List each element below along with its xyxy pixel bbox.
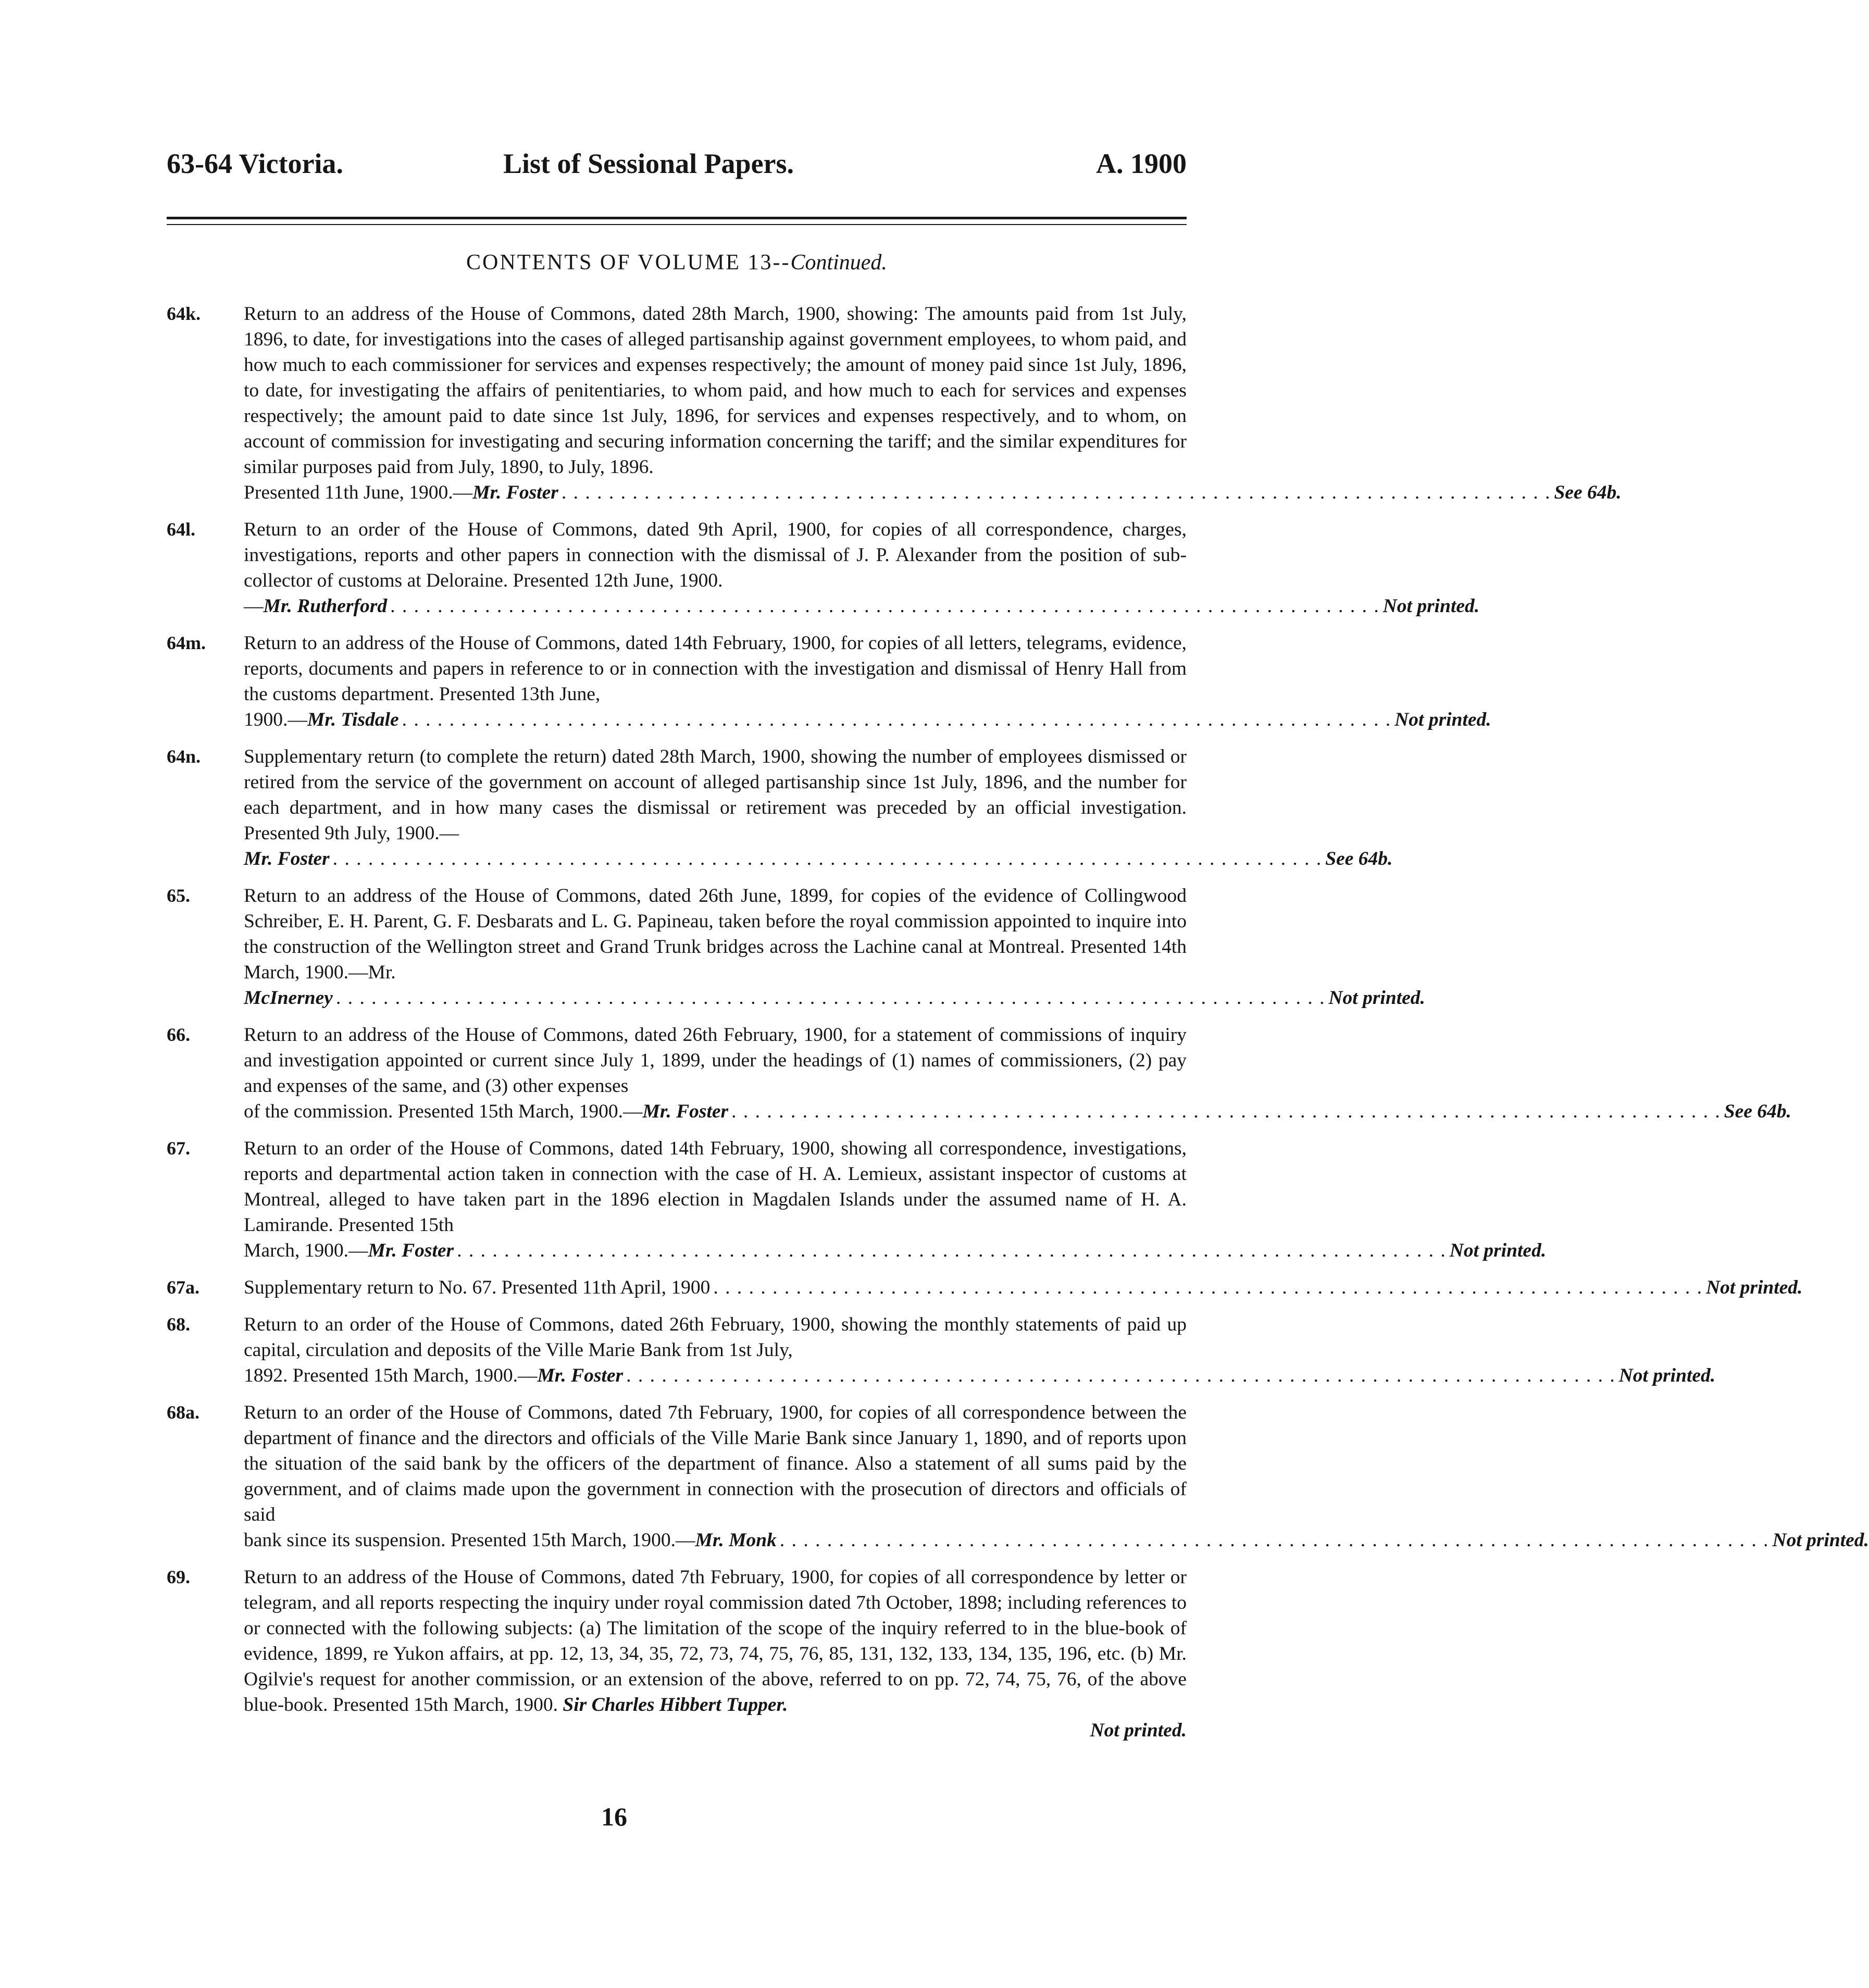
entry-description: Return to an order of the House of Commons, dated 26th February, 1900, showing the monthly statements of paid up capital, circulation and deposits of the Ville Marie Bank from 1st July, <box>244 1314 1187 1361</box>
entry-mover: McInerney <box>244 987 333 1009</box>
leader-dots: . . . . . . . . . . . . . . . . . . . . . . . . . . . . . . . . . . . . . . . . . . . . . . . . . . . . . . . . . . . . . . . . . . . . . . . . . . . . . . . . . . . . <box>332 848 1323 869</box>
entry-status: Not printed. <box>1090 1720 1187 1741</box>
entry-presented: 1900.—Mr. Tisdale <box>244 709 399 730</box>
leader-dots: . . . . . . . . . . . . . . . . . . . . . . . . . . . . . . . . . . . . . . . . . . . . . . . . . . . . . . . . . . . . . . . . . . . . . . . . . . . . . . . . . . . . <box>626 1365 1616 1386</box>
entry-number: 66. <box>167 1024 190 1045</box>
header-year: A. 1900 <box>1096 148 1187 179</box>
leader-dots: . . . . . . . . . . . . . . . . . . . . . . . . . . . . . . . . . . . . . . . . . . . . . . . . . . . . . . . . . . . . . . . . . . . . . . . . . . . . . . . . . . . . <box>457 1240 1447 1261</box>
entry-status: Not printed. <box>1449 1240 1547 1261</box>
entry-status: Not printed. <box>1772 1530 1869 1551</box>
header-session: 63-64 Victoria. <box>167 148 343 179</box>
entry-mover: Mr. Foster <box>537 1365 624 1386</box>
entry-mover: Mr. Foster <box>642 1101 729 1122</box>
header-title: List of Sessional Papers. <box>503 148 794 179</box>
list-item <box>167 1400 1869 1553</box>
entry-description: Return to an address of the House of Commons, dated 26th June, 1899, for copies of the evidence of Collingwood Schreiber, E. H. Parent, G. F. Desbarats and L. G. Papineau, taken before the royal commission appointed to inquire into the construction of the Wellington street and Grand Trunk bridges across the Lachine canal at Montreal. Presented 14th March, 1900.—Mr. <box>244 885 1187 983</box>
entry-mover: Mr. Tisdale <box>307 709 399 730</box>
leader-dots: . . . . . . . . . . . . . . . . . . . . . . . . . . . . . . . . . . . . . . . . . . . . . . . . . . . . . . . . . . . . . . . . . . . . . . . . . . . . . . . . . . . . <box>335 987 1326 1009</box>
entry-description: Return to an order of the House of Commons, dated 9th April, 1900, for copies of all correspondence, charges, investigations, reports and other papers in connection with the dismissal of J. P. Alexander from the position of sub-collector of customs at Deloraine. Presented 12th June, 1900. <box>244 519 1187 591</box>
entry-status: See 64b. <box>1325 848 1393 869</box>
entry-number: 67a. <box>167 1277 200 1298</box>
entry-mover: Mr. Foster <box>244 848 330 869</box>
list-item <box>167 301 1622 505</box>
entry-status-line <box>244 1275 1803 1300</box>
entry-status-line <box>244 1099 1791 1124</box>
leader-dots: . . . . . . . . . . . . . . . . . . . . . . . . . . . . . . . . . . . . . . . . . . . . . . . . . . . . . . . . . . . . . . . . . . . . . . . . . . . . . . . . . . . . <box>402 709 1392 730</box>
page-number: 16 <box>601 1802 627 1831</box>
entry-status-line <box>244 985 1425 1011</box>
list-item <box>167 883 1425 1011</box>
entry-presented: bank since its suspension. Presented 15th March, 1900.—Mr. Monk <box>244 1530 777 1551</box>
entry-description: Supplementary return (to complete the return) dated 28th March, 1900, showing the number of employees dismissed or retired from the service of the government on account of alleged partisanship since 1st July, 1896, and the number for each department, and in how many cases the dismissal or retirement was preceded by an official investigation. Presented 9th July, 1900.— <box>244 746 1187 844</box>
entry-status-line <box>244 480 1622 505</box>
list-item <box>167 1022 1791 1124</box>
entry-number: 64m. <box>167 632 206 653</box>
leader-dots: . . . . . . . . . . . . . . . . . . . . . . . . . . . . . . . . . . . . . . . . . . . . . . . . . . . . . . . . . . . . . . . . . . . . . . . . . . . . . . . . . . . . <box>731 1101 1721 1122</box>
entry-status-line <box>244 1363 1716 1388</box>
entry-description: Return to an order of the House of Commons, dated 7th February, 1900, for copies of all correspondence between the department of finance and the directors and officials of the Ville Marie Bank since January 1, 1890, and of reports upon the situation of the said bank by the officers of the department of finance. Also a statement of all sums paid by the government, and of claims made upon the government in connection with the prosecution of directors and officials of said <box>244 1402 1187 1525</box>
entry-description: Return to an order of the House of Commons, dated 14th February, 1900, showing all correspondence, investigations, reports and departmental action taken in connection with the case of H. A. Lemieux, assistant inspector of customs at Montreal, alleged to have taken part in the 1896 election in Magdalen Islands under the assumed name of H. A. Lamirande. Presented 15th <box>244 1138 1187 1236</box>
entry-presented <box>244 985 333 1011</box>
entry-status-line <box>244 846 1393 872</box>
list-item <box>167 630 1491 732</box>
entry-status: Not printed. <box>1382 595 1480 617</box>
entry-presented: 1892. Presented 15th March, 1900.—Mr. Foster <box>244 1365 624 1386</box>
entry-mover: Mr. Rutherford <box>263 595 388 617</box>
entry-number: 64k. <box>167 303 201 324</box>
running-header <box>167 147 1187 189</box>
list-item <box>167 1564 1187 1743</box>
entry-number: 69. <box>167 1567 190 1587</box>
entry-status-line <box>244 1238 1547 1263</box>
entry-status: Not printed. <box>1705 1277 1803 1298</box>
entry-number: 65. <box>167 885 190 906</box>
entry-status: Not printed. <box>1618 1365 1716 1386</box>
contents-title-main: CONTENTS OF VOLUME 13-- <box>466 251 791 275</box>
entry-description: Return to an address of the House of Commons, dated 28th March, 1900, showing: The amounts paid from 1st July, 1896, to date, for investigations into the cases of alleged partisanship against government employees, to whom paid, and how much to each commissioner for services and expenses respectively; the amount of money paid since 1st July, 1896, to date, for investigating the affairs of penitentiaries, to whom paid, and how much to each for services and expenses respectively; the amount paid to date since 1st July, 1896, for services and expenses respectively, and to whom, on account of commission for investigating and securing information concerning the tariff; and the similar expenditures for similar purposes paid from July, 1890, to July, 1896. <box>244 303 1187 478</box>
entry-presented <box>244 846 330 872</box>
entry-number: 67. <box>167 1138 190 1159</box>
entry-mover: Mr. Monk <box>695 1530 777 1551</box>
entry-status-line <box>244 593 1480 619</box>
entry-mover: Mr. Foster <box>368 1240 454 1261</box>
list-item <box>167 1275 1803 1300</box>
entry-presented: of the commission. Presented 15th March, 1900.—Mr. Foster <box>244 1101 729 1122</box>
entry-presented: Supplementary return to No. 67. Presented 11th April, 1900 <box>244 1277 711 1298</box>
entry-mover: Sir Charles Hibbert Tupper. <box>563 1694 788 1716</box>
entry-description: Return to an address of the House of Commons, dated 14th February, 1900, for copies of all letters, telegrams, evidence, reports, documents and papers in reference to or in connection with the investigation and dismissal of Henry Hall from the customs department. Presented 13th June, <box>244 632 1187 705</box>
leader-dots: . . . . . . . . . . . . . . . . . . . . . . . . . . . . . . . . . . . . . . . . . . . . . . . . . . . . . . . . . . . . . . . . . . . . . . . . . . . . . . . . . . . . <box>713 1277 1703 1298</box>
entry-description: Return to an address of the House of Commons, dated 26th February, 1900, for a statement of commissions of inquiry and investigation appointed or current since July 1, 1899, under the headings of (1) names of commissioners, (2) pay and expenses of the same, and (3) other expenses <box>244 1024 1187 1097</box>
list-item <box>167 1312 1716 1388</box>
contents-title-continued: Continued. <box>790 251 887 275</box>
paper-list <box>167 301 1869 1755</box>
entry-number: 64n. <box>167 746 201 767</box>
entry-presented: Presented 11th June, 1900.—Mr. Foster <box>244 482 558 503</box>
entry-status: See 64b. <box>1554 482 1622 503</box>
entry-mover: Mr. Foster <box>472 482 558 503</box>
leader-dots: . . . . . . . . . . . . . . . . . . . . . . . . . . . . . . . . . . . . . . . . . . . . . . . . . . . . . . . . . . . . . . . . . . . . . . . . . . . . . . . . . . . . <box>779 1530 1770 1551</box>
list-item <box>167 1136 1547 1263</box>
entry-description: Return to an address of the House of Commons, dated 7th February, 1900, for copies of all correspondence by letter or telegram, and all reports respecting the inquiry under royal commission dated 7th October, 1898; including references to or connected with the following subjects: (a) The limitation of the scope of the inquiry referred to in the blue-book of evidence, 1899, re Yukon affairs, at pp. 12, 13, 34, 35, 72, 73, 74, 75, 76, 85, 131, 132, 133, 134, 135, 196, etc. (b) Mr. Ogilvie's request for another commission, or an extension of the above, referred to on pp. 72, 74, 75, 76, of the above blue-book. Presented 15th March, 1900. Sir Charles Hibbert Tupper. <box>244 1567 1187 1716</box>
entry-status: Not printed. <box>1328 987 1425 1009</box>
list-item <box>167 744 1393 872</box>
entry-status-line <box>244 1527 1869 1553</box>
entry-number: 68. <box>167 1314 190 1335</box>
header-rule-thick <box>167 217 1187 219</box>
entry-presented: —Mr. Rutherford <box>244 595 388 617</box>
entry-number: 68a. <box>167 1402 200 1423</box>
leader-dots: . . . . . . . . . . . . . . . . . . . . . . . . . . . . . . . . . . . . . . . . . . . . . . . . . . . . . . . . . . . . . . . . . . . . . . . . . . . . . . . . . . . . <box>561 482 1551 503</box>
entry-status: See 64b. <box>1724 1101 1791 1122</box>
entry-status: Not printed. <box>1394 709 1491 730</box>
leader-dots: . . . . . . . . . . . . . . . . . . . . . . . . . . . . . . . . . . . . . . . . . . . . . . . . . . . . . . . . . . . . . . . . . . . . . . . . . . . . . . . . . . . . <box>390 595 1380 617</box>
entry-number: 64l. <box>167 519 196 540</box>
entry-status-line <box>244 707 1491 732</box>
list-item <box>167 517 1480 619</box>
contents-title <box>167 250 1187 275</box>
header-rule-thin <box>167 224 1187 225</box>
entry-presented: March, 1900.—Mr. Foster <box>244 1240 454 1261</box>
